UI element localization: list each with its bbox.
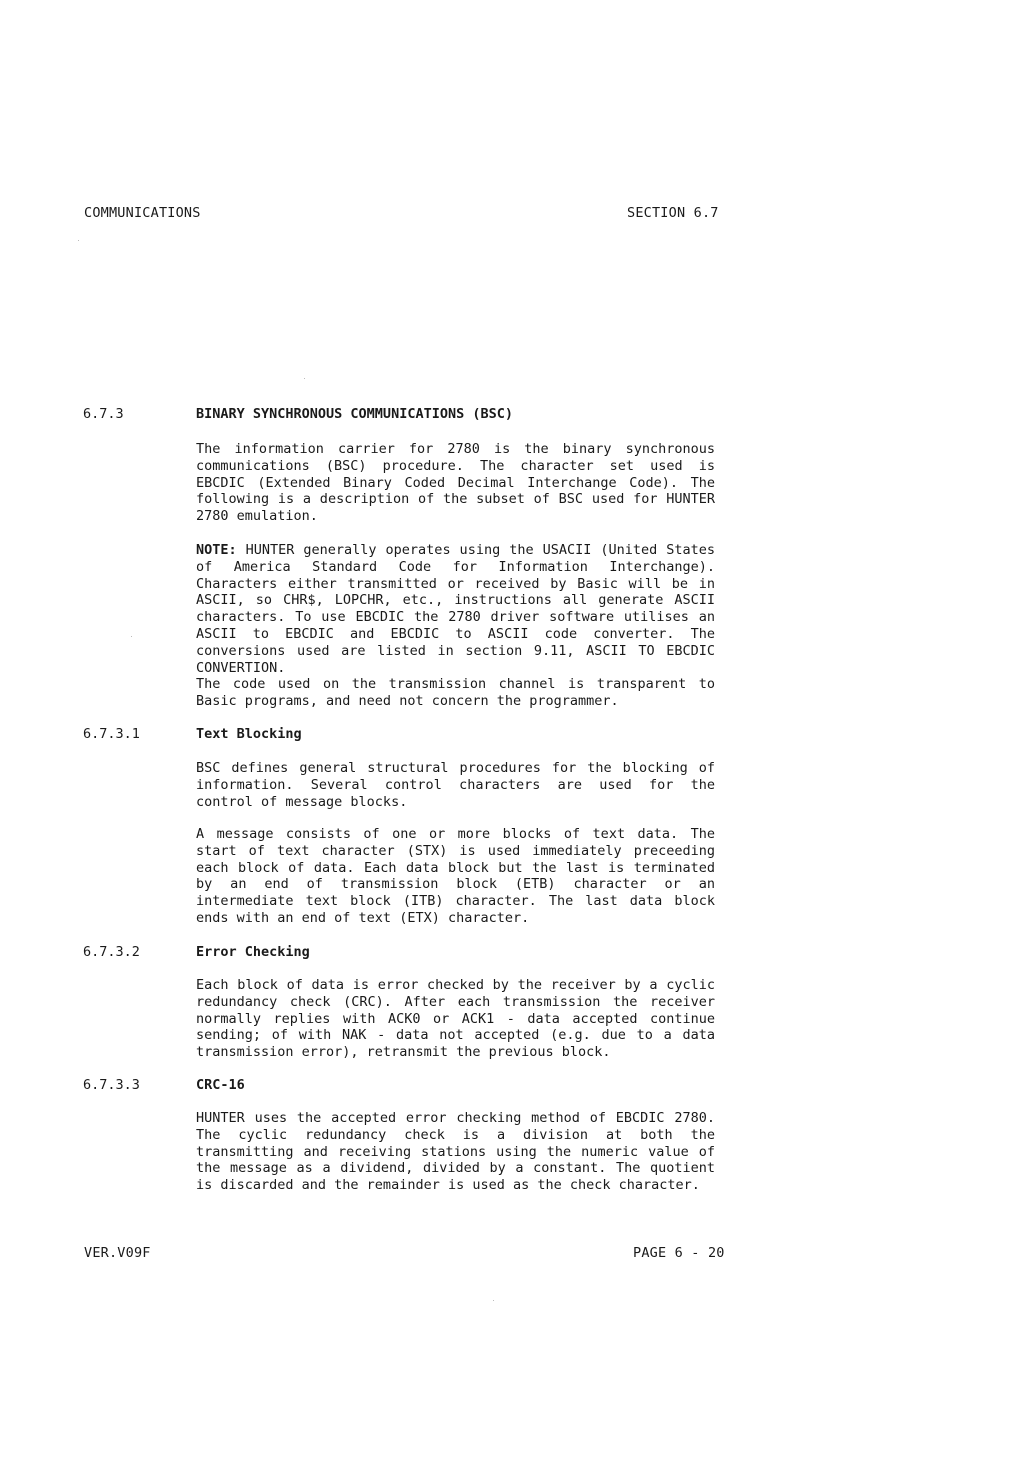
section-heading: BINARY SYNCHRONOUS COMMUNICATIONS (BSC) bbox=[196, 406, 513, 422]
note-text: HUNTER generally operates using the USACII (United States of America Standard Code for Information Interchange). Characters either transmitted or received by Basic will be in ASCII, so CHR$, LOPCHR, etc., instructions all generate ASCII characters. To use EBCDIC the 2780 driver software utilises an ASCII to EBCDIC and EBCDIC to ASCII code converter. The conversions used are listed in section 9.11, ASCII TO EBCDIC CONVERTION. bbox=[196, 542, 715, 676]
section-number: 6.7.3 bbox=[83, 406, 124, 422]
paragraph: HUNTER uses the accepted error checking method of EBCDIC 2780. The cyclic redundancy check is a division at both the transmitting and receiving stations using the numeric value of the message as a dividend, divided by a constant. The quotient is discarded and the remainder is used as the check character. bbox=[196, 1110, 715, 1194]
section-heading: Error Checking bbox=[196, 944, 310, 960]
section-number: 6.7.3.1 bbox=[83, 726, 140, 742]
paragraph: Each block of data is error checked by the receiver by a cyclic redundancy check (CRC). After each transmission the receiver normally replies with ACK0 or ACK1 - data accepted continue sending; of with NAK - data not accepted (e.g. due to a data transmission error), retransmit the previous block. bbox=[196, 977, 715, 1061]
running-header-section: SECTION 6.7 bbox=[627, 205, 719, 221]
scan-speck bbox=[493, 1300, 494, 1301]
section-number: 6.7.3.2 bbox=[83, 944, 140, 960]
paragraph: BSC defines general structural procedures for the blocking of information. Several control characters are used for the control of message blocks. bbox=[196, 760, 715, 810]
paragraph: The code used on the transmission channel is transparent to Basic programs, and need not concern the programmer. bbox=[196, 676, 715, 709]
section-heading: CRC-16 bbox=[196, 1077, 245, 1093]
scan-speck bbox=[131, 636, 132, 637]
running-header-title: COMMUNICATIONS bbox=[84, 205, 201, 221]
scan-speck bbox=[78, 240, 79, 241]
section-heading: Text Blocking bbox=[196, 726, 302, 742]
footer-version: VER.V09F bbox=[84, 1245, 151, 1261]
footer-page-number: PAGE 6 - 20 bbox=[633, 1245, 725, 1261]
note-paragraph bbox=[196, 542, 715, 676]
scan-speck bbox=[304, 378, 305, 379]
note-label: NOTE: bbox=[196, 542, 237, 558]
paragraph: A message consists of one or more blocks of text data. The start of text character (STX) is used immediately preceeding each block of data. Each data block but the last is terminated by an end of transmission block (ETB) character or an intermediate text block (ITB) character. The last data block ends with an end of text (ETX) character. bbox=[196, 826, 715, 926]
section-number: 6.7.3.3 bbox=[83, 1077, 140, 1093]
paragraph: The information carrier for 2780 is the binary synchronous communications (BSC) procedure. The character set used is EBCDIC (Extended Binary Coded Decimal Interchange Code). The following is a description of the subset of BSC used for HUNTER 2780 emulation. bbox=[196, 441, 715, 525]
